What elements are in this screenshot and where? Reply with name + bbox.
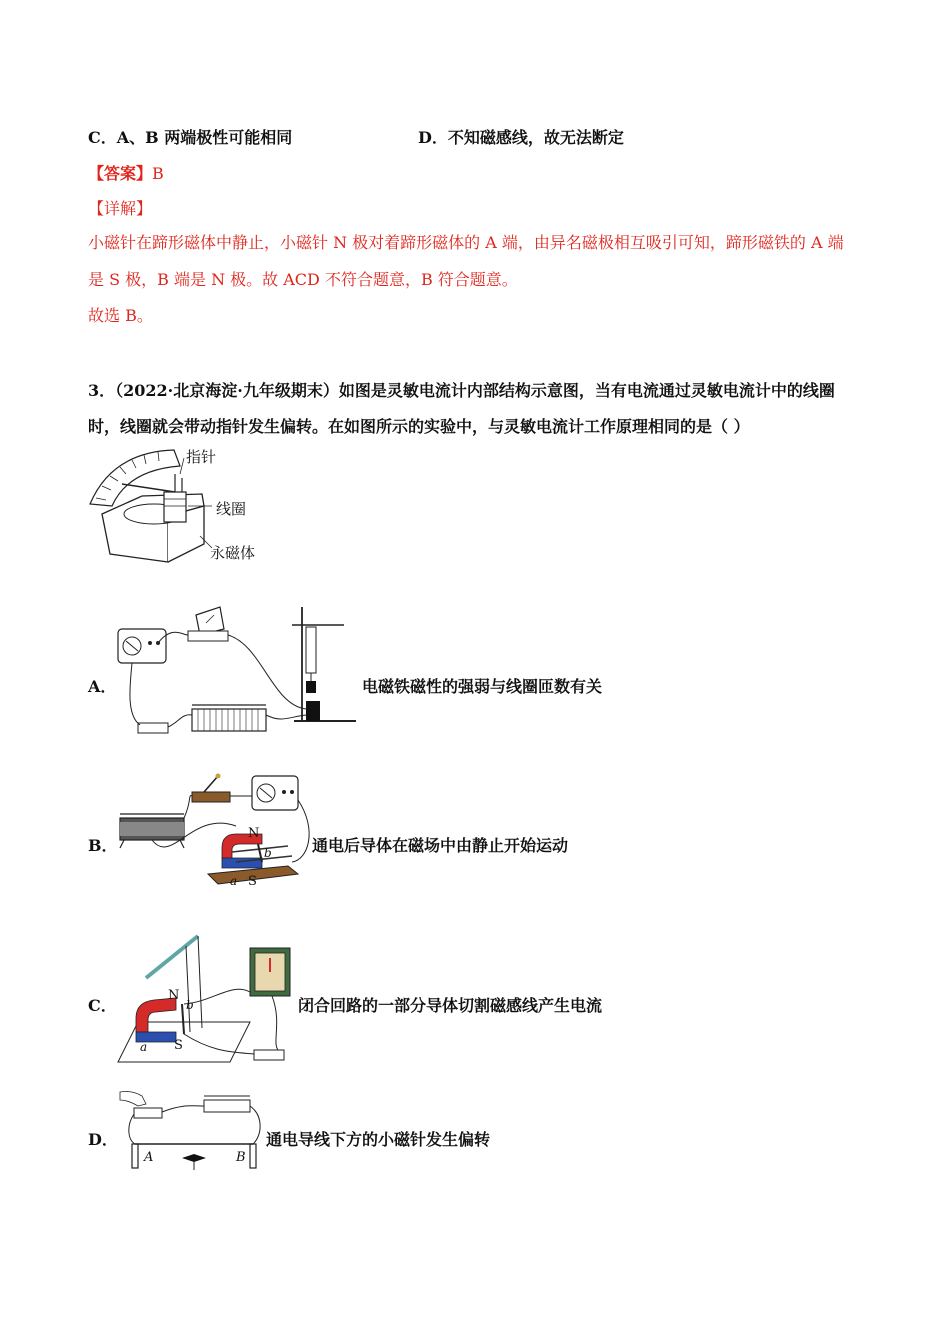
option-b-label-b: b — [264, 846, 272, 860]
question-number: 3． — [88, 381, 116, 400]
option-c-figure — [112, 922, 292, 1068]
label-magnet: 永磁体 — [210, 544, 256, 562]
option-b-label-a: a — [230, 874, 238, 888]
option-c-label-b: b — [186, 998, 194, 1012]
option-b-figure — [112, 770, 312, 892]
option-d-text: D．不知磁感线，故无法断定 — [418, 128, 624, 147]
label-coil: 线圈 — [216, 500, 247, 518]
option-c-label-a: a — [140, 1040, 148, 1054]
answer-line — [88, 164, 164, 184]
option-d-text: 通电导线下方的小磁针发生偏转 — [266, 1130, 491, 1149]
galvanometer-figure — [82, 444, 282, 574]
option-b-label-n: N — [248, 826, 260, 841]
option-c-text: C．A、B 两端极性可能相同 — [88, 128, 293, 147]
option-b-text: 通电后导体在磁场中由静止开始运动 — [312, 836, 569, 855]
option-a-text: 电磁铁磁性的强弱与线圈匝数有关 — [362, 677, 603, 696]
option-c-text: 闭合回路的一部分导体切割磁感线产生电流 — [298, 996, 603, 1015]
question-3-stem-line-1 — [88, 381, 835, 401]
conclusion: 故选 B。 — [88, 306, 153, 325]
option-b-letter: B． — [88, 836, 118, 855]
answer-tag: 【答案】 — [88, 164, 153, 183]
option-d-label-b: B — [236, 1150, 246, 1165]
option-c-label-s: S — [174, 1038, 183, 1053]
option-a-figure — [112, 605, 362, 745]
explanation-line-2: 是 S 极，B 端是 N 极。故 ACD 不符合题意，B 符合题意。 — [88, 270, 518, 289]
option-d-label-a: A — [144, 1150, 154, 1165]
question-3-stem-line-2: 时，线圈就会带动指针发生偏转。在如图所示的实验中，与灵敏电流计工作原理相同的是（ ） — [88, 417, 750, 436]
question-source: （2022·北京海淀·九年级期末） — [115, 381, 339, 400]
option-c-letter: C． — [88, 996, 117, 1015]
stem-line-1: 如图是灵敏电流计内部结构示意图，当有电流通过灵敏电流计中的线圈 — [338, 381, 835, 400]
explanation-line-1: 小磁针在蹄形磁体中静止，小磁针 N 极对着蹄形磁体的 A 端，由异名磁极相互吸引可知，蹄形磁铁的 A 端 — [88, 233, 844, 252]
detail-tag: 【详解】 — [88, 199, 153, 218]
option-d-figure — [112, 1086, 272, 1172]
option-c-label-n: N — [168, 988, 180, 1003]
answer-value: B — [152, 164, 164, 183]
option-d-letter: D． — [88, 1130, 118, 1149]
label-pointer: 指针 — [186, 448, 217, 466]
option-b-label-s: S — [248, 874, 257, 889]
option-a-letter: A． — [88, 677, 117, 696]
